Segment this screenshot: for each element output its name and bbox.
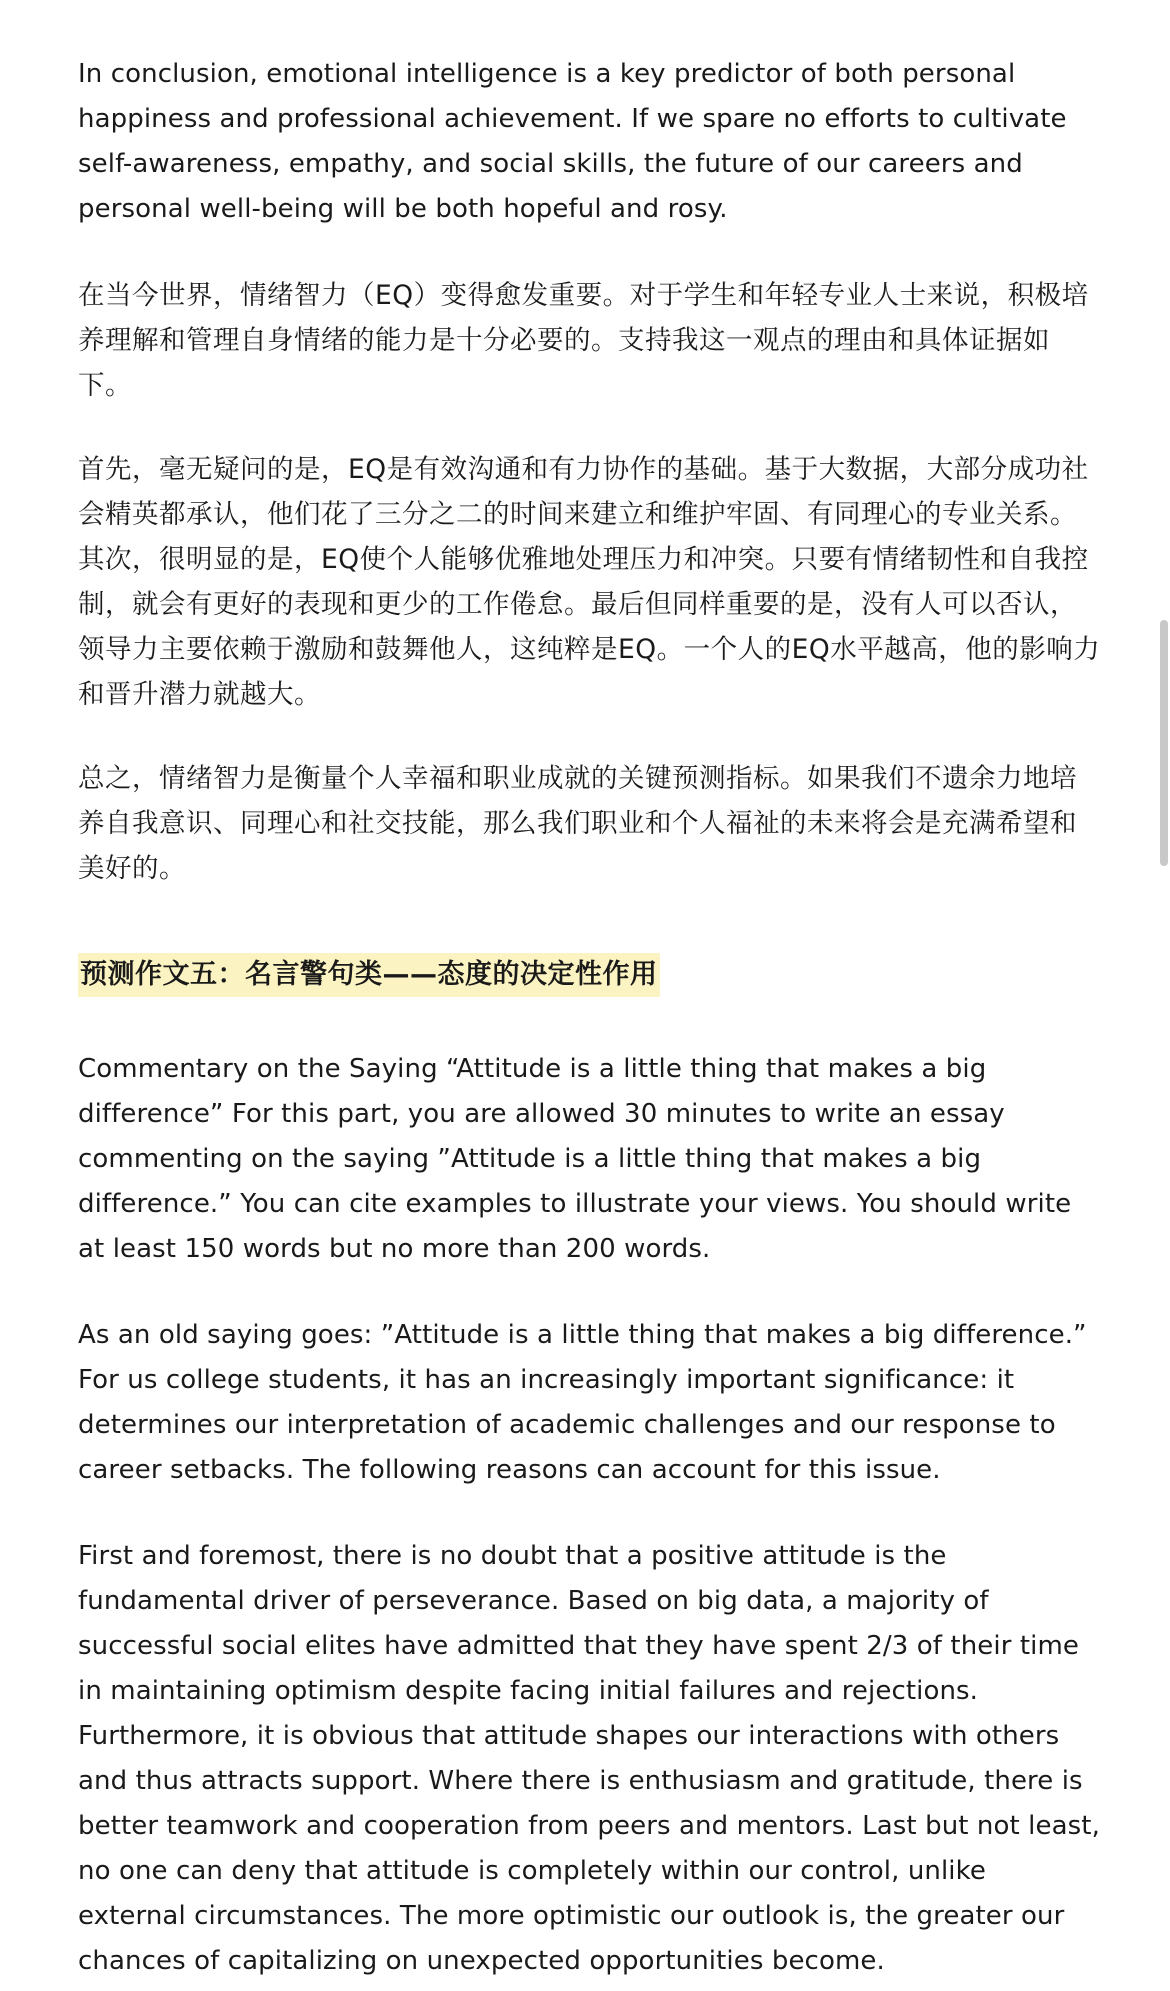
paragraph-cn-body: 首先，毫无疑问的是，EQ是有效沟通和有力协作的基础。基于大数据，大部分成功社会精英都承认，他们花了三分之二的时间来建立和维护牢固、有同理心的专业关系。其次，很明显的是，EQ使个人能够优雅地处理压力和冲突。只要有情绪韧性和自我控制，就会有更好的表现和更少的工作倦怠。最后但同样重要的是，没有人可以否认，领导力主要依赖于激励和鼓舞他人，这纯粹是EQ。一个人的EQ水平越高，他的影响力和晋升潜力就越大。 bbox=[78, 454, 1101, 710]
section-heading-wrapper bbox=[78, 953, 1102, 997]
paragraph-en-prompt: Commentary on the Saying “Attitude is a little thing that makes a big difference” For this part, you are allowed 30 minutes to write an essay commenting on the saying ”Attitude is a little thing that makes a big difference.” You can cite examples to illustrate your views. You should write at least 150 words but no more than 200 words. bbox=[78, 1054, 1072, 1264]
paragraph-en-conclusion: In conclusion, emotional intelligence is a key predictor of both personal happiness and professional achievement. If we spare no efforts to cultivate self-awareness, empathy, and social skills, the future of our careers and personal well-being will be both hopeful and rosy. bbox=[78, 59, 1067, 224]
section-heading: 预测作文五：名言警句类——态度的决定性作用 bbox=[78, 953, 660, 997]
paragraph-cn-intro: 在当今世界，情绪智力（EQ）变得愈发重要。对于学生和年轻专业人士来说，积极培养理解和管理自身情绪的能力是十分必要的。支持我这一观点的理由和具体证据如下。 bbox=[78, 280, 1089, 401]
paragraph-en-intro: As an old saying goes: ”Attitude is a little thing that makes a big difference.” For us college students, it has an increasingly important significance: it determines our interpretation of academic challenges and our response to career setbacks. The following reasons can account for this issue. bbox=[78, 1320, 1087, 1485]
article-body bbox=[78, 52, 1102, 1984]
paragraph-cn-conclusion: 总之，情绪智力是衡量个人幸福和职业成就的关键预测指标。如果我们不遗余力地培养自我意识、同理心和社交技能，那么我们职业和个人福祉的未来将会是充满希望和美好的。 bbox=[78, 763, 1077, 884]
scrollbar-thumb[interactable] bbox=[1160, 620, 1168, 866]
vertical-scrollbar[interactable] bbox=[1156, 0, 1170, 1991]
paragraph-en-body: First and foremost, there is no doubt that a positive attitude is the fundamental driver of perseverance. Based on big data, a majority of successful social elites have admitted that they have spent 2/3 of their time in maintaining optimism despite facing initial failures and rejections. Furthermore, it is obvious that attitude shapes our interactions with others and thus attracts support. Where there is enthusiasm and gratitude, there is better teamwork and cooperation from peers and mentors. Last but not least, no one can deny that attitude is completely within our control, unlike external circumstances. The more optimistic our outlook is, the greater our chances of capitalizing on unexpected opportunities become. bbox=[78, 1541, 1100, 1976]
